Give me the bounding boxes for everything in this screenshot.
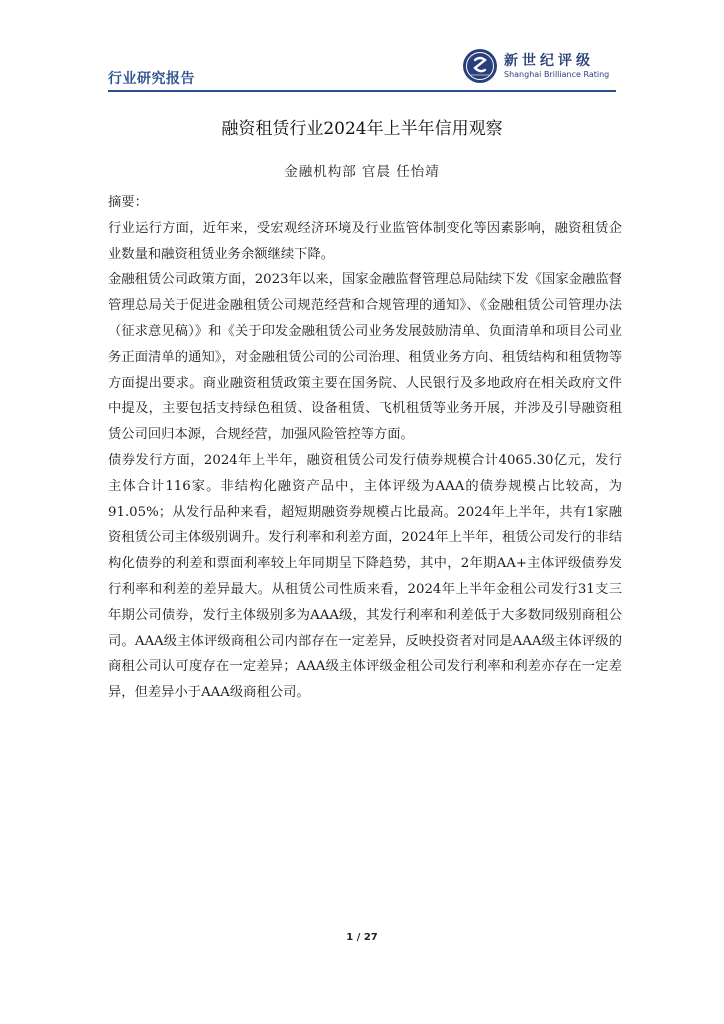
abstract-paragraph-policy: 金融租赁公司政策方面，2023年以来，国家金融监督管理总局陆续下发《国家金融监督管理总局关于促进金融租赁公司规范经营和合规管理的通知》、《金融租赁公司管理办法（征求意见稿）》和《关于印发金融租赁公司业务发展鼓励清单、负面清单和项目公司业务正面清单的通知》，对金融租赁公司的公司治理、租赁业务方向、租赁结构和租赁物等方面提出要求。商业融资租赁政策主要在国务院、人民银行及多地政府在相关政府文件中提及，主要包括支持绿色租赁、设备租赁、飞机租赁等业务开展，并涉及引导融资租赁公司回归本源，合规经营，加强风险管控等方面。 xyxy=(108,272,622,443)
page-indicator: 1 / 27 xyxy=(346,932,378,943)
section-label: 行业研究报告 xyxy=(108,71,195,87)
brand-name-cn: 新世纪评级 xyxy=(504,53,594,69)
abstract-paragraph-industry: 行业运行方面，近年来，受宏观经济环境及行业监管体制变化等因素影响，融资租赁企业数量和融资租赁业务余额继续下降。 xyxy=(108,220,622,262)
abstract-label: 摘要： xyxy=(108,195,148,210)
header-divider xyxy=(108,90,616,92)
brand-logo xyxy=(462,48,642,88)
document-authors: 金融机构部 官晨 任怡靖 xyxy=(284,164,440,180)
document-title: 融资租赁行业2024年上半年信用观察 xyxy=(221,119,503,139)
brand-name-en: Shanghai Brilliance Rating xyxy=(504,70,610,79)
abstract-paragraph-bonds: 债券发行方面，2024年上半年，融资租赁公司发行债券规模合计4065.30亿元，发行主体合计116家。非结构化融资产品中，主体评级为AAA的债券规模占比较高，为91.05%；从发行品种来看，超短期融资券规模占比最高。2024年上半年，共有1家融资租赁公司主体级别调升。发行利率和利差方面，2024年上半年，租赁公司发行的非结构化债券的利差和票面利率较上年同期呈下降趋势，其中，2年期AA+主体评级债券发行利率和利差的差异最大。从租赁公司性质来看，2024年上半年金租公司发行31支三年期公司债券，发行主体级别多为AAA级，其发行利率和利差低于大多数同级别商租公司。AAA级主体评级商租公司内部存在一定差异，反映投资者对同是AAA级主体评级的商租公司认可度存在一定差异；AAA级主体评级金租公司发行利率和利差亦存在一定差异，但差异小于AAA级商租公司。 xyxy=(108,452,622,701)
brand-logo-mark-icon xyxy=(462,48,498,84)
document-body xyxy=(108,190,622,706)
